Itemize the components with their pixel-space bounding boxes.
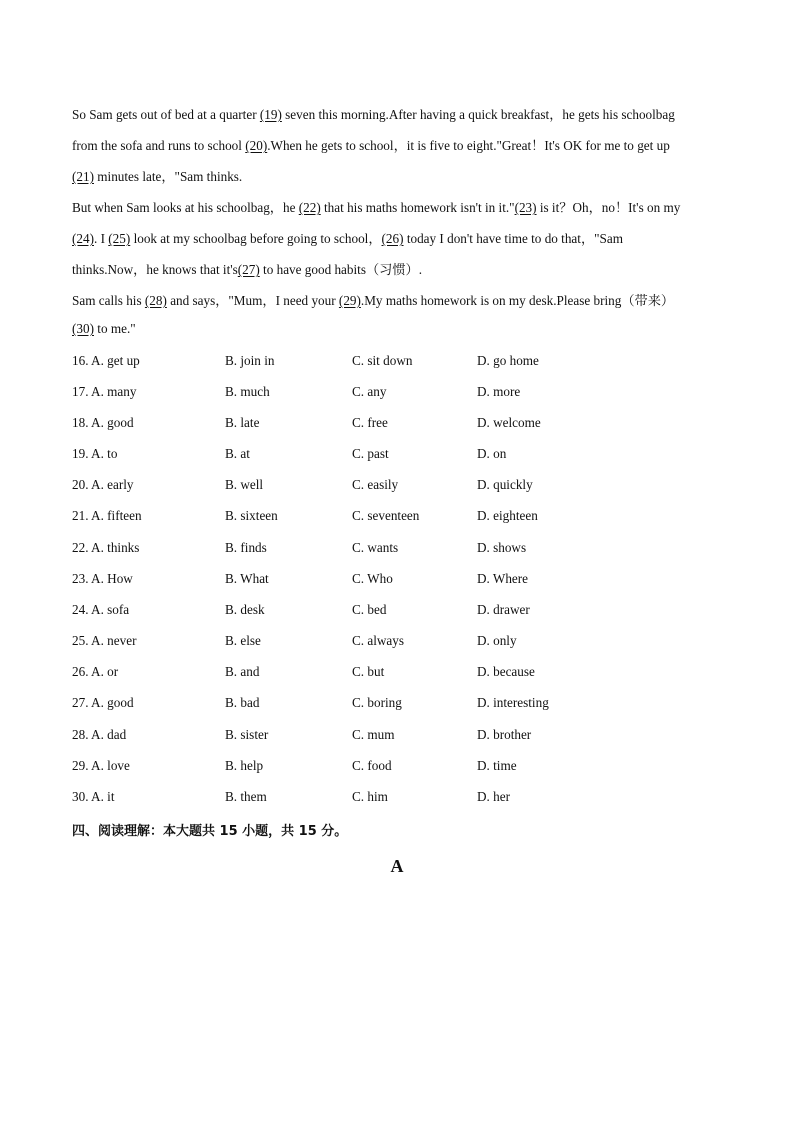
option-d: D. drawer [477, 602, 530, 617]
option-c: C. past [352, 446, 389, 461]
blank-27: (27) [237, 262, 260, 277]
option-c: C. but [352, 664, 385, 679]
blank-23: (23) [514, 200, 537, 215]
passage-text: So Sam gets out of bed at a quarter [72, 107, 260, 122]
option-a: 18. A. good [72, 415, 134, 430]
option-d: D. welcome [477, 415, 541, 430]
option-b: B. late [225, 415, 260, 430]
blank-20: (20) [245, 138, 268, 153]
passage-text: to have good habits（习惯）. [259, 262, 423, 277]
option-b: B. What [225, 571, 269, 586]
option-d: D. on [477, 446, 507, 461]
option-a: 24. A. sofa [72, 602, 130, 617]
question-row [72, 789, 632, 807]
section-heading: 四、阅读理解：本大题共 15 小题，共 15 分。 [72, 824, 348, 839]
option-a: 17. A. many [72, 384, 137, 399]
passage-line [72, 166, 242, 185]
option-c: C. any [352, 384, 387, 399]
option-b: B. desk [225, 602, 265, 617]
question-row [72, 633, 632, 651]
option-b: B. sixteen [225, 508, 278, 523]
option-a: 20. A. early [72, 477, 134, 492]
option-a: 30. A. it [72, 789, 115, 804]
option-b: B. and [225, 664, 260, 679]
option-d: D. eighteen [477, 508, 538, 523]
option-d: D. brother [477, 727, 532, 742]
passage-line [72, 135, 670, 154]
option-d: D. Where [477, 571, 529, 586]
option-d: D. because [477, 664, 535, 679]
passage-text: seven this morning.After having a quick breakfast，he gets his schoolbag [281, 107, 675, 122]
blank-25: (25) [108, 231, 131, 246]
blank-22: (22) [298, 200, 321, 215]
option-d: D. her [477, 789, 510, 804]
question-row [72, 353, 632, 371]
passage-text: from the sofa and runs to school [72, 138, 246, 153]
passage-text: today I don't have time to do that，"Sam [403, 231, 623, 246]
passage-line [72, 321, 136, 337]
blank-28: (28) [144, 293, 167, 308]
passage-line [72, 104, 675, 123]
question-row [72, 758, 632, 776]
question-row [72, 602, 632, 620]
passage-text: minutes late，"Sam thinks. [93, 169, 243, 184]
question-row [72, 384, 632, 402]
passage-text: and says，"Mum，I need your [166, 293, 339, 308]
option-a: 26. A. or [72, 664, 119, 679]
option-a: 23. A. How [72, 571, 133, 586]
option-c: C. seventeen [352, 508, 420, 523]
passage-text: .My maths homework is on my desk.Please bring（带来） [360, 293, 675, 308]
question-row [72, 664, 632, 682]
passage-text: . I [93, 231, 109, 246]
passage-text: Sam calls his [72, 293, 145, 308]
blank-19: (19) [259, 107, 282, 122]
blank-29: (29) [338, 293, 361, 308]
option-c: C. food [352, 758, 392, 773]
option-a: 22. A. thinks [72, 540, 140, 555]
option-a: 19. A. to [72, 446, 118, 461]
option-c: C. easily [352, 477, 399, 492]
passage-text: is it？Oh，no！It's on my [536, 200, 681, 215]
passage-text: that his maths homework isn't in it." [320, 200, 515, 215]
option-c: C. wants [352, 540, 399, 555]
option-b: B. them [225, 789, 267, 804]
option-c: C. sit down [352, 353, 413, 368]
option-c: C. free [352, 415, 388, 430]
option-c: C. him [352, 789, 388, 804]
blank-24: (24) [72, 231, 94, 246]
passage-text: .When he gets to school，it is five to eight."Great！It's OK for me to get up [267, 138, 670, 153]
option-c: C. mum [352, 727, 395, 742]
option-a: 25. A. never [72, 633, 137, 648]
passage-line [72, 228, 623, 247]
option-b: B. bad [225, 695, 260, 710]
option-d: D. go home [477, 353, 539, 368]
question-row [72, 477, 632, 495]
option-c: C. always [352, 633, 405, 648]
option-a: 21. A. fifteen [72, 508, 142, 523]
question-row [72, 415, 632, 433]
blank-21: (21) [72, 169, 94, 184]
question-row [72, 446, 632, 464]
question-row [72, 540, 632, 558]
option-d: D. interesting [477, 695, 549, 710]
option-b: B. sister [225, 727, 269, 742]
passage-text: look at my schoolbag before going to school， [130, 231, 382, 246]
question-row [72, 695, 632, 713]
blank-30: (30) [72, 321, 94, 336]
question-row [72, 727, 632, 745]
option-d: D. time [477, 758, 517, 773]
option-c: C. Who [352, 571, 393, 586]
option-b: B. help [225, 758, 264, 773]
option-a: 27. A. good [72, 695, 134, 710]
option-d: D. shows [477, 540, 527, 555]
passage-text: But when Sam looks at his schoolbag，he [72, 200, 299, 215]
question-row [72, 508, 632, 526]
option-b: B. finds [225, 540, 267, 555]
option-a: 16. A. get up [72, 353, 140, 368]
option-d: D. only [477, 633, 517, 648]
option-c: C. boring [352, 695, 402, 710]
passage-text: to me." [93, 321, 136, 336]
blank-26: (26) [381, 231, 404, 246]
option-d: D. more [477, 384, 521, 399]
passage-label: A [390, 856, 404, 876]
passage-line [72, 290, 674, 309]
question-row [72, 571, 632, 589]
passage-line [72, 259, 422, 278]
passage-line [72, 197, 680, 216]
option-c: C. bed [352, 602, 387, 617]
option-d: D. quickly [477, 477, 533, 492]
passage-text: thinks.Now，he knows that it's [72, 262, 238, 277]
option-b: B. well [225, 477, 264, 492]
option-b: B. else [225, 633, 261, 648]
option-b: B. join in [225, 353, 275, 368]
option-a: 28. A. dad [72, 727, 127, 742]
option-b: B. at [225, 446, 250, 461]
option-a: 29. A. love [72, 758, 130, 773]
option-b: B. much [225, 384, 270, 399]
